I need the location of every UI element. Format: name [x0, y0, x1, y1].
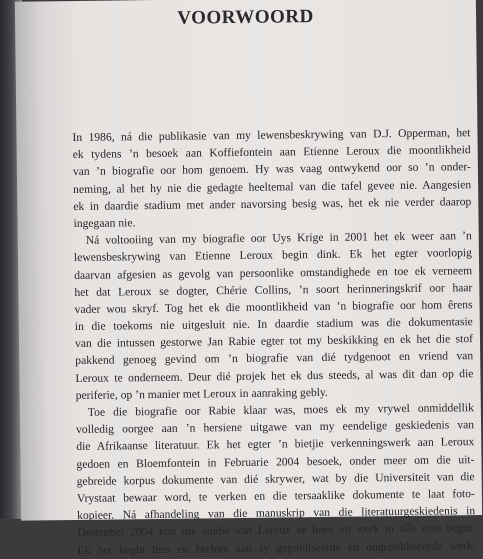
text-line: vader wou skryf. Tog het ek die moontlikheid van ’n biografie oor hom êrens: [74, 298, 473, 316]
text-line: volledig oorgee aan ’n hersiene uitgawe van my eendelige geskiedenis van: [75, 418, 475, 437]
text-line: Toe die biografie oor Rabie klaar was, moes ek my vrywel onmiddellik: [87, 401, 474, 419]
text-line: gedoen en Bloemfontein in Februarie 2004 besoek, onder meer om die uit-: [76, 452, 475, 471]
text-line: Ná voltooiing van my biografie oor Uys Krige in 2001 het ek weer aan ’n: [85, 229, 472, 247]
text-line: pakkend genoeg gevind om ’n biografie van dié tydgenoot en vriend van: [75, 349, 474, 368]
text-line: daarvan afgesien as gevolg van persoonlike omstandighede en toe ek verneem: [74, 263, 473, 282]
text-line: ek tydens ’n besoek aan Koffiefontein aan Etienne Leroux die moontlikheid: [72, 143, 471, 162]
text-line: Leroux te onderneem. Deur dié projek het ek dus steeds, al was dit dan op die: [75, 366, 474, 385]
book-page: [15, 0, 482, 557]
text-line: kopieer. Ná afhandeling van die manuskrip van die literatuurgeskiedenis in: [77, 504, 476, 523]
text-line: Desember 2004 kon my studie van Leroux se lewe en werk in alle erns begin.: [77, 521, 476, 540]
text-line: van die intussen gestorwe Jan Rabie egter tot my beskikking en ek het die stof: [74, 332, 474, 351]
text-line: periferie, op ’n manier met Leroux in aanraking gebly.: [75, 385, 328, 402]
text-line: Vrystaat bewaar word, te verken en die tersaaklike dokumente te laat foto-: [76, 487, 475, 505]
text-line: het dat Leroux se dogter, Chérie Collins, ’n soort herinneringskrif oor haar: [74, 280, 473, 299]
text-line: Ek het begin lees en herlees aan sy gepubliseerde en ongepubliseerde werk,: [77, 538, 476, 557]
text-line: die Afrikaanse literatuur. Ek het egter ’n bietjie verkenningswerk aan Leroux: [76, 435, 475, 454]
text-line: In 1986, ná die publikasie van my lewensbeskrywing van D.J. Opperman, het: [72, 126, 471, 145]
text-line: gebreide korpus dokumente van dié skrywer, wat by die Universiteit van die: [76, 469, 475, 488]
text-line: ek in daardie stadium met ander navorsing besig was, het ek nie verder daarop: [73, 194, 472, 213]
text-line: in die toekoms nie uitgesluit nie. In daardie stadium was die dokumentasie: [74, 315, 473, 334]
text-line: lewensbeskrywing van Etienne Leroux begin dink. Ek het egter voorlopig: [73, 246, 473, 265]
body-text: [72, 124, 475, 559]
text-line: van ’n biografie oor hom genoem. Hy was vaag ontwykend oor so ’n onder-: [72, 160, 471, 179]
text-line: neming, al het hy nie die gedagte heeltemal van die tafel gevee nie. Aangesien: [73, 177, 472, 196]
text-line: ingegaan nie.: [73, 216, 136, 230]
chapter-heading: VOORWOORD: [177, 6, 314, 29]
